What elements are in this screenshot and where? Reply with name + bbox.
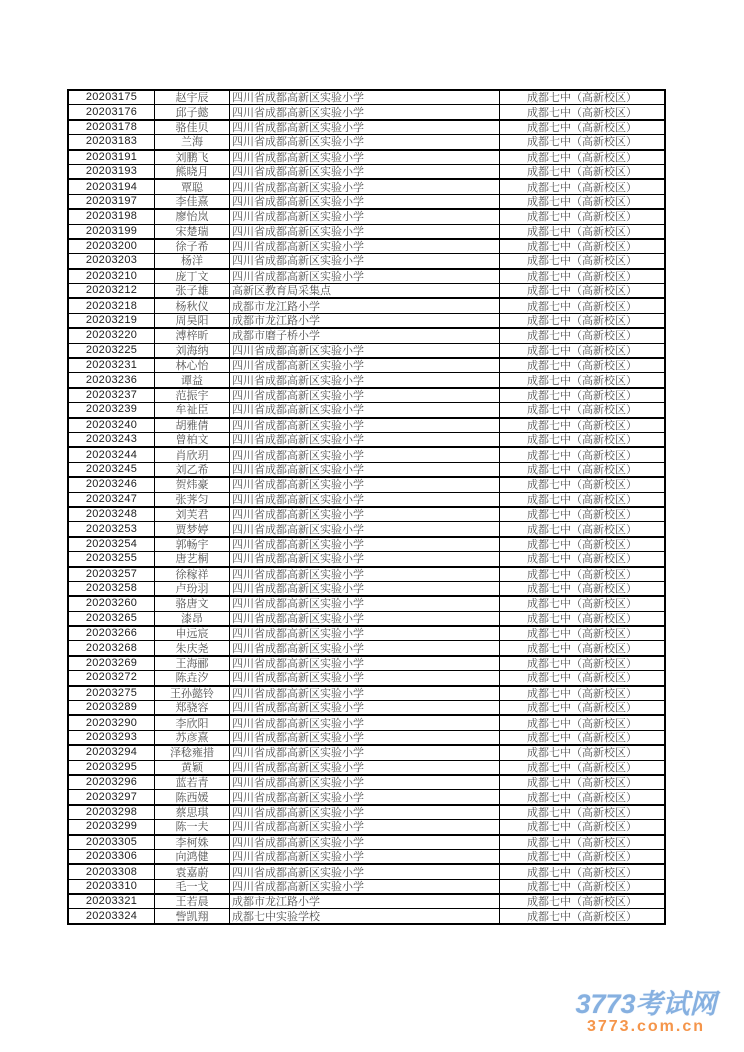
cell-name: 郭畅宇: [155, 537, 230, 552]
cell-destination: 成都七中（高新校区）: [500, 790, 666, 805]
table-row: [68, 313, 665, 328]
table-row: [68, 373, 665, 388]
cell-id: 20203294: [68, 745, 155, 760]
cell-school: 四川省成都高新区实验小学: [230, 388, 500, 403]
table-row: [68, 626, 665, 641]
cell-name: 陈一夫: [155, 820, 230, 835]
cell-name: 向鸿健: [155, 849, 230, 864]
cell-school: 四川省成都高新区实验小学: [230, 150, 500, 165]
cell-id: 20203310: [68, 879, 155, 894]
cell-id: 20203306: [68, 849, 155, 864]
cell-school: 四川省成都高新区实验小学: [230, 403, 500, 418]
table-row: [68, 179, 665, 194]
cell-id: 20203255: [68, 552, 155, 567]
cell-destination: 成都七中（高新校区）: [500, 90, 666, 105]
cell-school: 成都市磨子桥小学: [230, 328, 500, 343]
table-row: [68, 537, 665, 552]
table-row: [68, 269, 665, 284]
cell-name: 申远宸: [155, 626, 230, 641]
cell-name: 王孙懿铃: [155, 686, 230, 701]
cell-destination: 成都七中（高新校区）: [500, 849, 666, 864]
table-row: [68, 522, 665, 537]
cell-destination: 成都七中（高新校区）: [500, 462, 666, 477]
cell-id: 20203193: [68, 164, 155, 179]
cell-name: 王若晨: [155, 894, 230, 909]
cell-name: 牟祉臣: [155, 403, 230, 418]
cell-id: 20203200: [68, 239, 155, 254]
table-row: [68, 879, 665, 894]
table-row: [68, 164, 665, 179]
cell-destination: 成都七中（高新校区）: [500, 611, 666, 626]
cell-school: 四川省成都高新区实验小学: [230, 179, 500, 194]
table-row: [68, 745, 665, 760]
table-row: [68, 432, 665, 447]
cell-school: 四川省成都高新区实验小学: [230, 432, 500, 447]
cell-id: 20203245: [68, 462, 155, 477]
cell-id: 20203243: [68, 432, 155, 447]
table-row: [68, 462, 665, 477]
cell-name: 卢玢羽: [155, 581, 230, 596]
cell-destination: 成都七中（高新校区）: [500, 179, 666, 194]
cell-destination: 成都七中（高新校区）: [500, 864, 666, 879]
cell-destination: 成都七中（高新校区）: [500, 879, 666, 894]
cell-id: 20203299: [68, 820, 155, 835]
cell-destination: 成都七中（高新校区）: [500, 224, 666, 239]
cell-id: 20203248: [68, 507, 155, 522]
cell-destination: 成都七中（高新校区）: [500, 194, 666, 209]
cell-name: 徐子希: [155, 239, 230, 254]
cell-name: 杨秋仪: [155, 298, 230, 313]
cell-name: 林心怡: [155, 358, 230, 373]
cell-name: 唐艺桐: [155, 552, 230, 567]
cell-name: 刘乙希: [155, 462, 230, 477]
cell-name: 蔡思琪: [155, 805, 230, 820]
cell-destination: 成都七中（高新校区）: [500, 313, 666, 328]
cell-name: 张子雄: [155, 284, 230, 299]
cell-school: 成都市龙江路小学: [230, 298, 500, 313]
cell-id: 20203246: [68, 477, 155, 492]
cell-id: 20203266: [68, 626, 155, 641]
cell-school: 四川省成都高新区实验小学: [230, 596, 500, 611]
cell-destination: 成都七中（高新校区）: [500, 641, 666, 656]
cell-id: 20203297: [68, 790, 155, 805]
table-row: [68, 656, 665, 671]
cell-school: 四川省成都高新区实验小学: [230, 462, 500, 477]
admission-table-container: [67, 89, 666, 925]
cell-name: 王海郦: [155, 656, 230, 671]
cell-school: 四川省成都高新区实验小学: [230, 120, 500, 135]
cell-destination: 成都七中（高新校区）: [500, 745, 666, 760]
cell-school: 四川省成都高新区实验小学: [230, 656, 500, 671]
table-row: [68, 388, 665, 403]
watermark: [548, 990, 744, 1036]
cell-destination: 成都七中（高新校区）: [500, 447, 666, 462]
cell-destination: 成都七中（高新校区）: [500, 105, 666, 120]
table-row: [68, 671, 665, 686]
cell-name: 胡雅倩: [155, 418, 230, 433]
cell-school: 四川省成都高新区实验小学: [230, 701, 500, 716]
cell-id: 20203293: [68, 730, 155, 745]
table-row: [68, 105, 665, 120]
cell-school: 四川省成都高新区实验小学: [230, 805, 500, 820]
cell-id: 20203175: [68, 90, 155, 105]
cell-school: 四川省成都高新区实验小学: [230, 835, 500, 850]
cell-name: 刘海纳: [155, 343, 230, 358]
cell-school: 四川省成都高新区实验小学: [230, 209, 500, 224]
table-row: [68, 224, 665, 239]
cell-id: 20203210: [68, 269, 155, 284]
cell-destination: 成都七中（高新校区）: [500, 835, 666, 850]
cell-id: 20203178: [68, 120, 155, 135]
table-row: [68, 894, 665, 909]
cell-school: 四川省成都高新区实验小学: [230, 239, 500, 254]
cell-destination: 成都七中（高新校区）: [500, 477, 666, 492]
cell-destination: 成都七中（高新校区）: [500, 135, 666, 150]
cell-destination: 成都七中（高新校区）: [500, 120, 666, 135]
cell-destination: 成都七中（高新校区）: [500, 298, 666, 313]
cell-school: 四川省成都高新区实验小学: [230, 224, 500, 239]
cell-destination: 成都七中（高新校区）: [500, 552, 666, 567]
cell-destination: 成都七中（高新校区）: [500, 805, 666, 820]
cell-name: 漆昂: [155, 611, 230, 626]
cell-school: 四川省成都高新区实验小学: [230, 760, 500, 775]
cell-name: 覃聪: [155, 179, 230, 194]
cell-name: 邱子懿: [155, 105, 230, 120]
table-row: [68, 447, 665, 462]
cell-id: 20203265: [68, 611, 155, 626]
cell-destination: 成都七中（高新校区）: [500, 418, 666, 433]
table-row: [68, 775, 665, 790]
cell-destination: 成都七中（高新校区）: [500, 730, 666, 745]
cell-destination: 成都七中（高新校区）: [500, 239, 666, 254]
cell-name: 宋楚瑞: [155, 224, 230, 239]
cell-school: 四川省成都高新区实验小学: [230, 477, 500, 492]
table-row: [68, 328, 665, 343]
cell-id: 20203258: [68, 581, 155, 596]
table-row: [68, 298, 665, 313]
cell-school: 四川省成都高新区实验小学: [230, 343, 500, 358]
cell-destination: 成都七中（高新校区）: [500, 626, 666, 641]
table-row: [68, 864, 665, 879]
table-row: [68, 403, 665, 418]
cell-name: 陈垚汐: [155, 671, 230, 686]
cell-id: 20203295: [68, 760, 155, 775]
cell-name: 熊晓月: [155, 164, 230, 179]
cell-school: 四川省成都高新区实验小学: [230, 611, 500, 626]
cell-name: 泽稔雍措: [155, 745, 230, 760]
cell-name: 骆唐文: [155, 596, 230, 611]
cell-destination: 成都七中（高新校区）: [500, 284, 666, 299]
cell-destination: 成都七中（高新校区）: [500, 164, 666, 179]
watermark-site-logo: 3773考试网: [575, 989, 717, 1019]
cell-school: 四川省成都高新区实验小学: [230, 581, 500, 596]
cell-id: 20203183: [68, 135, 155, 150]
cell-id: 20203254: [68, 537, 155, 552]
cell-school: 四川省成都高新区实验小学: [230, 641, 500, 656]
cell-destination: 成都七中（高新校区）: [500, 150, 666, 165]
cell-school: 四川省成都高新区实验小学: [230, 552, 500, 567]
table-row: [68, 790, 665, 805]
cell-destination: 成都七中（高新校区）: [500, 775, 666, 790]
cell-name: 范振宇: [155, 388, 230, 403]
table-row: [68, 254, 665, 269]
cell-school: 四川省成都高新区实验小学: [230, 164, 500, 179]
cell-destination: 成都七中（高新校区）: [500, 686, 666, 701]
cell-destination: 成都七中（高新校区）: [500, 567, 666, 582]
admission-table: [67, 89, 666, 925]
cell-destination: 成都七中（高新校区）: [500, 909, 666, 924]
cell-id: 20203253: [68, 522, 155, 537]
cell-destination: 成都七中（高新校区）: [500, 596, 666, 611]
cell-school: 四川省成都高新区实验小学: [230, 358, 500, 373]
cell-school: 四川省成都高新区实验小学: [230, 254, 500, 269]
cell-id: 20203203: [68, 254, 155, 269]
cell-destination: 成都七中（高新校区）: [500, 522, 666, 537]
cell-name: 赵宇辰: [155, 90, 230, 105]
cell-name: 袁嘉蔚: [155, 864, 230, 879]
cell-id: 20203275: [68, 686, 155, 701]
cell-school: 四川省成都高新区实验小学: [230, 626, 500, 641]
cell-name: 溥梓昕: [155, 328, 230, 343]
cell-destination: 成都七中（高新校区）: [500, 507, 666, 522]
cell-name: 訾凯翔: [155, 909, 230, 924]
cell-school: 四川省成都高新区实验小学: [230, 194, 500, 209]
cell-school: 四川省成都高新区实验小学: [230, 522, 500, 537]
table-row: [68, 611, 665, 626]
cell-destination: 成都七中（高新校区）: [500, 581, 666, 596]
cell-name: 徐稼祥: [155, 567, 230, 582]
cell-id: 20203296: [68, 775, 155, 790]
cell-school: 四川省成都高新区实验小学: [230, 790, 500, 805]
cell-destination: 成都七中（高新校区）: [500, 328, 666, 343]
cell-school: 四川省成都高新区实验小学: [230, 715, 500, 730]
cell-name: 刘芙君: [155, 507, 230, 522]
cell-school: 四川省成都高新区实验小学: [230, 135, 500, 150]
table-row: [68, 150, 665, 165]
cell-name: 朱庆尧: [155, 641, 230, 656]
cell-school: 高新区教育局采集点: [230, 284, 500, 299]
cell-name: 黄颖: [155, 760, 230, 775]
cell-id: 20203225: [68, 343, 155, 358]
table-row: [68, 492, 665, 507]
cell-destination: 成都七中（高新校区）: [500, 492, 666, 507]
cell-name: 曾柏文: [155, 432, 230, 447]
cell-school: 四川省成都高新区实验小学: [230, 418, 500, 433]
cell-school: 四川省成都高新区实验小学: [230, 492, 500, 507]
cell-destination: 成都七中（高新校区）: [500, 894, 666, 909]
cell-school: 四川省成都高新区实验小学: [230, 686, 500, 701]
cell-school: 四川省成都高新区实验小学: [230, 447, 500, 462]
cell-name: 贺炜豪: [155, 477, 230, 492]
cell-name: 毛一戈: [155, 879, 230, 894]
cell-school: 成都七中实验学校: [230, 909, 500, 924]
cell-destination: 成都七中（高新校区）: [500, 343, 666, 358]
cell-id: 20203231: [68, 358, 155, 373]
cell-name: 陈西媛: [155, 790, 230, 805]
cell-school: 四川省成都高新区实验小学: [230, 849, 500, 864]
cell-id: 20203236: [68, 373, 155, 388]
cell-name: 周昊阳: [155, 313, 230, 328]
table-row: [68, 805, 665, 820]
cell-name: 庞丁文: [155, 269, 230, 284]
cell-school: 四川省成都高新区实验小学: [230, 745, 500, 760]
cell-name: 李欣阳: [155, 715, 230, 730]
table-row: [68, 686, 665, 701]
table-row: [68, 477, 665, 492]
table-row: [68, 701, 665, 716]
cell-school: 四川省成都高新区实验小学: [230, 373, 500, 388]
table-row: [68, 715, 665, 730]
cell-destination: 成都七中（高新校区）: [500, 701, 666, 716]
table-row: [68, 418, 665, 433]
table-row: [68, 209, 665, 224]
cell-id: 20203257: [68, 567, 155, 582]
table-row: [68, 820, 665, 835]
cell-id: 20203321: [68, 894, 155, 909]
table-row: [68, 730, 665, 745]
cell-school: 四川省成都高新区实验小学: [230, 775, 500, 790]
cell-id: 20203220: [68, 328, 155, 343]
table-row: [68, 358, 665, 373]
cell-id: 20203290: [68, 715, 155, 730]
cell-id: 20203240: [68, 418, 155, 433]
cell-school: 成都市龙江路小学: [230, 894, 500, 909]
cell-id: 20203324: [68, 909, 155, 924]
cell-id: 20203218: [68, 298, 155, 313]
cell-id: 20203260: [68, 596, 155, 611]
cell-id: 20203308: [68, 864, 155, 879]
admission-table-body: [68, 90, 665, 924]
cell-school: 四川省成都高新区实验小学: [230, 507, 500, 522]
cell-name: 蓝若青: [155, 775, 230, 790]
watermark-site-url: 3773.com.cn: [586, 1018, 706, 1035]
table-row: [68, 135, 665, 150]
cell-id: 20203247: [68, 492, 155, 507]
cell-id: 20203198: [68, 209, 155, 224]
cell-name: 兰海: [155, 135, 230, 150]
cell-destination: 成都七中（高新校区）: [500, 358, 666, 373]
cell-school: 四川省成都高新区实验小学: [230, 90, 500, 105]
cell-id: 20203176: [68, 105, 155, 120]
cell-school: 四川省成都高新区实验小学: [230, 820, 500, 835]
cell-id: 20203239: [68, 403, 155, 418]
table-row: [68, 849, 665, 864]
cell-school: 四川省成都高新区实验小学: [230, 269, 500, 284]
cell-school: 四川省成都高新区实验小学: [230, 864, 500, 879]
cell-name: 骆佳贝: [155, 120, 230, 135]
table-row: [68, 596, 665, 611]
table-row: [68, 194, 665, 209]
cell-id: 20203219: [68, 313, 155, 328]
cell-destination: 成都七中（高新校区）: [500, 388, 666, 403]
cell-school: 四川省成都高新区实验小学: [230, 730, 500, 745]
cell-name: 谭益: [155, 373, 230, 388]
cell-destination: 成都七中（高新校区）: [500, 715, 666, 730]
cell-id: 20203298: [68, 805, 155, 820]
cell-name: 李柯姝: [155, 835, 230, 850]
cell-id: 20203194: [68, 179, 155, 194]
table-row: [68, 507, 665, 522]
cell-id: 20203197: [68, 194, 155, 209]
cell-name: 刘鹏飞: [155, 150, 230, 165]
cell-name: 廖怡岚: [155, 209, 230, 224]
cell-name: 张荠匀: [155, 492, 230, 507]
cell-destination: 成都七中（高新校区）: [500, 671, 666, 686]
cell-id: 20203212: [68, 284, 155, 299]
cell-id: 20203305: [68, 835, 155, 850]
cell-id: 20203191: [68, 150, 155, 165]
cell-school: 四川省成都高新区实验小学: [230, 567, 500, 582]
table-row: [68, 760, 665, 775]
table-row: [68, 581, 665, 596]
cell-school: 成都市龙江路小学: [230, 313, 500, 328]
cell-destination: 成都七中（高新校区）: [500, 760, 666, 775]
cell-destination: 成都七中（高新校区）: [500, 656, 666, 671]
table-row: [68, 284, 665, 299]
cell-school: 四川省成都高新区实验小学: [230, 537, 500, 552]
table-row: [68, 90, 665, 105]
table-row: [68, 239, 665, 254]
cell-name: 肖欣玥: [155, 447, 230, 462]
table-row: [68, 120, 665, 135]
cell-name: 杨洋: [155, 254, 230, 269]
cell-id: 20203244: [68, 447, 155, 462]
cell-school: 四川省成都高新区实验小学: [230, 105, 500, 120]
cell-destination: 成都七中（高新校区）: [500, 820, 666, 835]
cell-id: 20203272: [68, 671, 155, 686]
cell-id: 20203237: [68, 388, 155, 403]
cell-id: 20203268: [68, 641, 155, 656]
cell-name: 贾梦婷: [155, 522, 230, 537]
cell-id: 20203289: [68, 701, 155, 716]
cell-name: 苏彦熹: [155, 730, 230, 745]
cell-destination: 成都七中（高新校区）: [500, 269, 666, 284]
table-row: [68, 835, 665, 850]
cell-id: 20203269: [68, 656, 155, 671]
cell-name: 李佳熹: [155, 194, 230, 209]
cell-name: 郑骁容: [155, 701, 230, 716]
cell-destination: 成都七中（高新校区）: [500, 432, 666, 447]
table-row: [68, 641, 665, 656]
table-row: [68, 909, 665, 924]
table-row: [68, 567, 665, 582]
cell-destination: 成都七中（高新校区）: [500, 373, 666, 388]
table-row: [68, 343, 665, 358]
table-row: [68, 552, 665, 567]
cell-id: 20203199: [68, 224, 155, 239]
cell-destination: 成都七中（高新校区）: [500, 403, 666, 418]
cell-destination: 成都七中（高新校区）: [500, 209, 666, 224]
cell-school: 四川省成都高新区实验小学: [230, 671, 500, 686]
cell-destination: 成都七中（高新校区）: [500, 537, 666, 552]
cell-school: 四川省成都高新区实验小学: [230, 879, 500, 894]
cell-destination: 成都七中（高新校区）: [500, 254, 666, 269]
